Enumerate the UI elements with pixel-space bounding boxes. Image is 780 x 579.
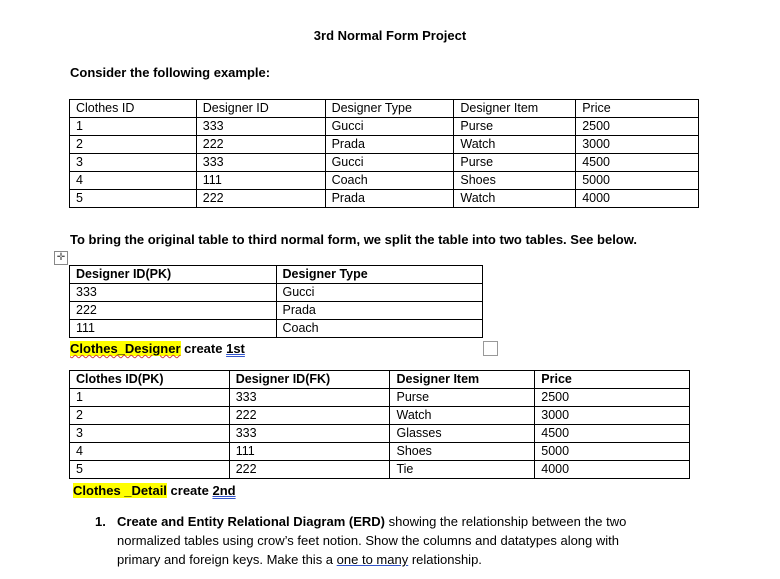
table-cell: 222 [229,407,390,425]
table-cell: 5000 [576,172,699,190]
table-move-handle-icon[interactable]: ✛ [54,251,68,265]
caption-order: 2nd [212,483,236,498]
table-cell: 333 [70,284,277,302]
table-cell: 222 [70,302,277,320]
table-cell: 3 [70,154,197,172]
table-row [70,389,690,407]
table-row [70,443,690,461]
caption-create-text: create [166,483,213,498]
caption-table-name: Clothes_Designer [70,341,181,356]
list-number: 1. [95,514,106,529]
table-cell: 2 [70,136,197,154]
designer-table-caption [70,341,245,356]
table-cell: Purse [390,389,535,407]
table-cell: 333 [229,389,390,407]
table-cell: 4 [70,172,197,190]
table-cell: Purse [454,118,576,136]
column-header: Designer ID [196,100,325,118]
column-header: Designer Item [454,100,576,118]
table-row [70,407,690,425]
detail-table [69,370,690,479]
table-cell: Purse [454,154,576,172]
column-header: Designer ID(FK) [229,371,390,389]
table-cell: 111 [70,320,277,338]
table-cell: 111 [229,443,390,461]
designer-table [69,265,483,338]
table-header-row [70,100,699,118]
table-cell: 5 [70,461,230,479]
table-cell: 5 [70,190,197,208]
table-cell: Shoes [390,443,535,461]
table-cell: Gucci [276,284,483,302]
caption-order: 1st [226,341,245,356]
table-cell: 333 [196,118,325,136]
table-header-row [70,371,690,389]
table-cell: 222 [229,461,390,479]
task-list-item [95,512,655,569]
task-bold-text: Create and Entity Relational Diagram (ERD) [117,514,385,529]
table-cell: Gucci [325,118,454,136]
table-cell: 4000 [576,190,699,208]
table-cell: 111 [196,172,325,190]
table-row [70,284,483,302]
table-row [70,118,699,136]
column-header: Designer Type [276,266,483,284]
column-header: Clothes ID(PK) [70,371,230,389]
column-header: Designer Item [390,371,535,389]
table-cell: Coach [276,320,483,338]
table-cell: 1 [70,118,197,136]
table-cell: Gucci [325,154,454,172]
caption-table-name: Clothes _Detail [73,483,167,498]
original-table [69,99,699,208]
table-cell: 4000 [535,461,690,479]
table-cell: 3000 [535,407,690,425]
task-underlined-text: one to many [336,552,409,567]
table-cell: Prada [276,302,483,320]
table-cell: Watch [390,407,535,425]
table-cell: 2 [70,407,230,425]
table-cell: 333 [196,154,325,172]
table-cell: 2500 [576,118,699,136]
column-header: Designer ID(PK) [70,266,277,284]
table-row [70,154,699,172]
table-row [70,461,690,479]
table-row [70,425,690,443]
table-row [70,320,483,338]
column-header: Price [576,100,699,118]
table-cell: 1 [70,389,230,407]
table-cell: Prada [325,190,454,208]
table-cell: 3000 [576,136,699,154]
task-text-part: showing the relationship between the two normalized tables using crow’s feet notion. Show the columns and datatypes along with primary and foreign keys. Make this a [117,514,627,567]
table-cell: Shoes [454,172,576,190]
split-paragraph: To bring the original table to third normal form, we split the table into two tables. See below. [70,232,637,247]
column-header: Clothes ID [70,100,197,118]
column-header: Price [535,371,690,389]
table-resize-handle[interactable] [483,341,498,356]
table-cell: 4 [70,443,230,461]
table-cell: 222 [196,136,325,154]
table-cell: Glasses [390,425,535,443]
table-row [70,172,699,190]
table-row [70,190,699,208]
table-row [70,136,699,154]
table-cell: 3 [70,425,230,443]
table-cell: Watch [454,190,576,208]
table-cell: Prada [325,136,454,154]
table-cell: Watch [454,136,576,154]
table-cell: 222 [196,190,325,208]
task-text-end: relationship. [408,552,482,567]
table-cell: 333 [229,425,390,443]
caption-create-text: create [180,341,227,356]
table-cell: 4500 [576,154,699,172]
table-cell: Tie [390,461,535,479]
table-header-row [70,266,483,284]
detail-table-caption [73,483,236,498]
task-text [117,512,655,569]
table-cell: Coach [325,172,454,190]
table-cell: 5000 [535,443,690,461]
table-row [70,302,483,320]
page-title: 3rd Normal Form Project [313,28,467,43]
table-cell: 4500 [535,425,690,443]
intro-text: Consider the following example: [70,65,271,80]
column-header: Designer Type [325,100,454,118]
table-cell: 2500 [535,389,690,407]
